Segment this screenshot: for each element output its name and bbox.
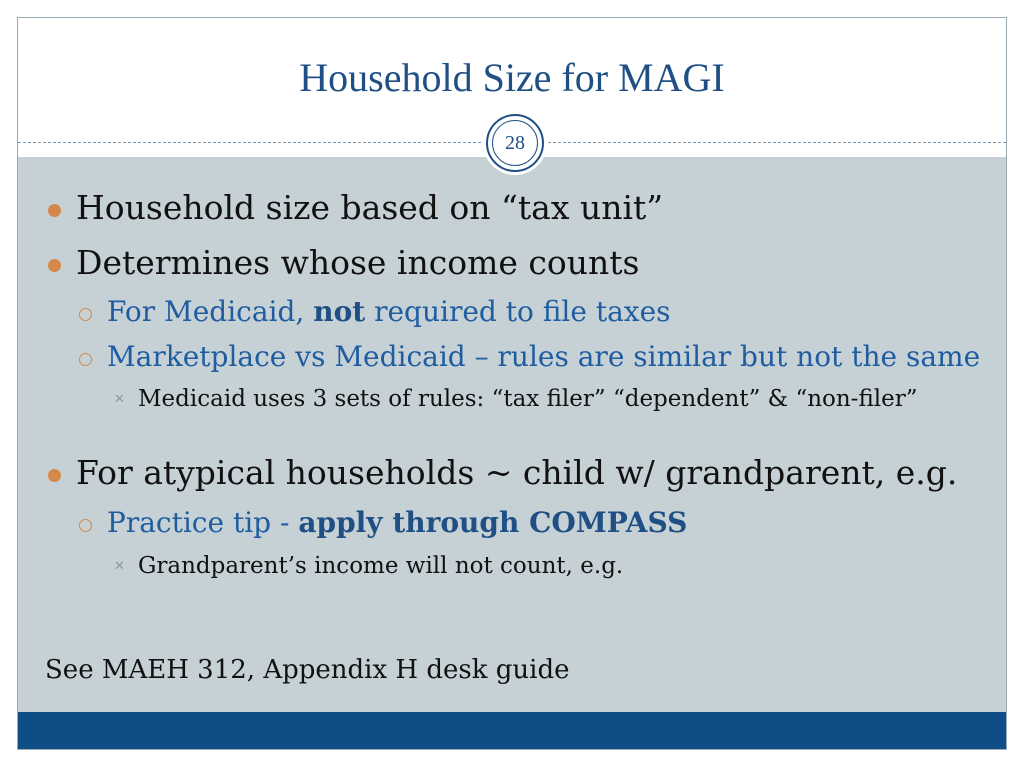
sub-bullet-item <box>107 295 671 328</box>
filled-circle-bullet-icon <box>48 259 61 272</box>
sub-bullet-text: For Medicaid, <box>107 295 314 328</box>
filled-circle-bullet-icon <box>48 469 61 482</box>
content-area <box>18 157 1006 714</box>
emphasis-text: not <box>313 295 366 328</box>
footnote: See MAEH 312, Appendix H desk guide <box>45 655 570 685</box>
page-number-badge <box>486 114 544 172</box>
hollow-circle-bullet-icon <box>79 519 92 532</box>
slide-title: Household Size for MAGI <box>299 55 725 100</box>
sub-bullet-text: Practice tip - <box>107 506 299 539</box>
x-bullet-icon: ✕ <box>114 559 125 574</box>
sub-sub-bullet-item: Grandparent’s income will not count, e.g. <box>138 553 624 579</box>
filled-circle-bullet-icon <box>48 204 61 217</box>
slide <box>17 17 1007 750</box>
page-number: 28 <box>492 120 538 166</box>
bullet-item: Household size based on “tax unit” <box>76 188 664 227</box>
x-bullet-icon: ✕ <box>114 392 125 407</box>
sub-bullet-item: Marketplace vs Medicaid – rules are similar but not the same <box>107 340 981 373</box>
hollow-circle-bullet-icon <box>79 308 92 321</box>
bullet-item: For atypical households ~ child w/ grandparent, e.g. <box>76 453 958 492</box>
emphasis-text: apply through COMPASS <box>298 506 688 539</box>
sub-bullet-text: required to file taxes <box>365 295 671 328</box>
bullet-item: Determines whose income counts <box>76 243 640 282</box>
sub-bullet-item <box>107 506 687 539</box>
sub-sub-bullet-item: Medicaid uses 3 sets of rules: “tax filer” “dependent” & “non-filer” <box>138 386 918 412</box>
footer-bar <box>18 712 1006 749</box>
hollow-circle-bullet-icon <box>79 353 92 366</box>
